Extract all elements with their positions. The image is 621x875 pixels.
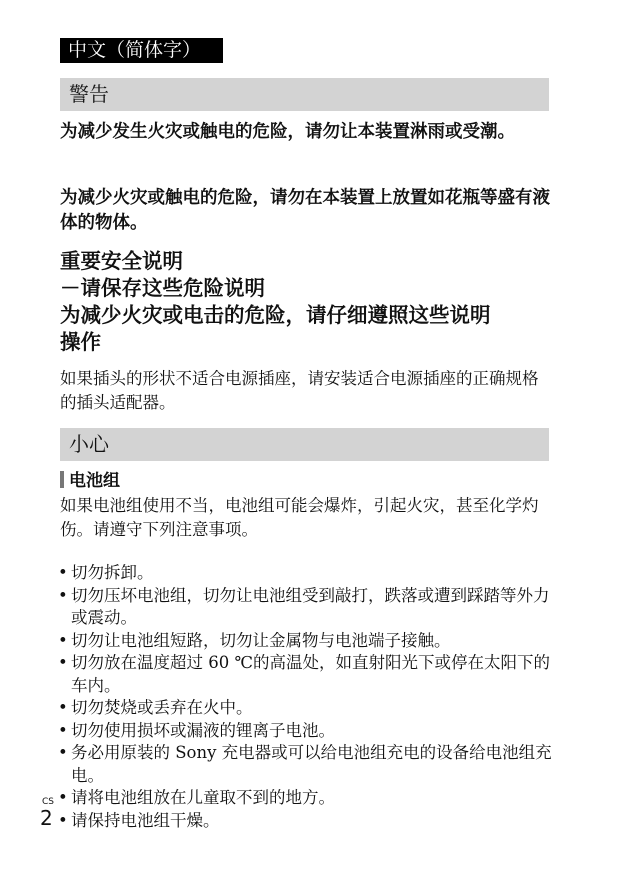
caution-section-header: 小心 — [60, 428, 549, 461]
language-code-label: CS — [42, 797, 54, 807]
list-item — [58, 697, 553, 720]
safety-heading-line-3: 为减少火灾或电击的危险，请仔细遵照这些说明 — [60, 303, 491, 327]
safety-heading-line-1: 重要安全说明 — [60, 249, 183, 273]
battery-pack-subheading-text: 电池组 — [69, 471, 120, 491]
page-number: 2 — [40, 806, 53, 830]
list-item-text: 切勿让电池组短路，切勿让金属物与电池端子接触。 — [71, 630, 451, 650]
bullet-icon: • — [58, 653, 68, 672]
list-item-text: 切勿放在温度超过 60 ℃的高温处，如直射阳光下或停在太阳下的车内。 — [71, 653, 550, 695]
battery-precautions-list — [58, 562, 553, 832]
bullet-icon: • — [58, 810, 68, 830]
safety-heading-line-2: －请保存这些危险说明 — [60, 276, 265, 300]
list-item — [58, 810, 553, 833]
bullet-icon: • — [58, 698, 68, 717]
list-item — [58, 562, 553, 585]
safety-instructions-heading — [60, 248, 555, 356]
subheading-marker — [60, 471, 64, 488]
bullet-icon: • — [58, 788, 68, 807]
plug-adapter-paragraph: 如果插头的形状不适合电源插座，请安装适合电源插座的正确规格的插头适配器。 — [60, 369, 539, 412]
bullet-icon: • — [58, 563, 68, 582]
list-item-text: 切勿压坏电池组，切勿让电池组受到敲打，跌落或遭到踩踏等外力或震动。 — [71, 585, 550, 627]
list-item-text: 切勿拆卸。 — [71, 563, 154, 582]
warning-section-header: 警告 — [60, 78, 549, 111]
bullet-icon: • — [58, 720, 68, 740]
list-item — [58, 787, 553, 810]
list-item — [58, 742, 553, 787]
list-item — [58, 630, 553, 653]
safety-heading-line-4: 操作 — [60, 330, 101, 354]
warning-paragraph-liquid: 为减少火灾或触电的危险，请勿在本装置上放置如花瓶等盛有液体的物体。 — [60, 188, 550, 233]
bullet-icon: • — [58, 630, 68, 650]
bullet-icon: • — [58, 743, 68, 762]
battery-intro-paragraph: 如果电池组使用不当，电池组可能会爆炸，引起火灾，甚至化学灼伤。请遵守下列注意事项。 — [60, 496, 539, 539]
list-item-text: 切勿使用损坏或漏液的锂离子电池。 — [71, 720, 335, 740]
list-item — [58, 652, 553, 697]
list-item-text: 切勿焚烧或丢弃在火中。 — [71, 698, 253, 717]
battery-pack-subheading — [60, 470, 120, 492]
list-item-text: 请将电池组放在儿童取不到的地方。 — [71, 788, 335, 807]
language-tab: 中文（简体字） — [60, 38, 223, 63]
list-item — [58, 585, 553, 630]
bullet-icon: • — [58, 585, 68, 605]
list-item — [58, 720, 553, 743]
list-item-text: 请保持电池组干燥。 — [71, 810, 220, 830]
list-item-text: 务必用原装的 Sony 充电器或可以给电池组充电的设备给电池组充电。 — [71, 743, 552, 785]
warning-paragraph-rain: 为减少发生火灾或触电的危险，请勿让本装置淋雨或受潮。 — [60, 122, 515, 142]
